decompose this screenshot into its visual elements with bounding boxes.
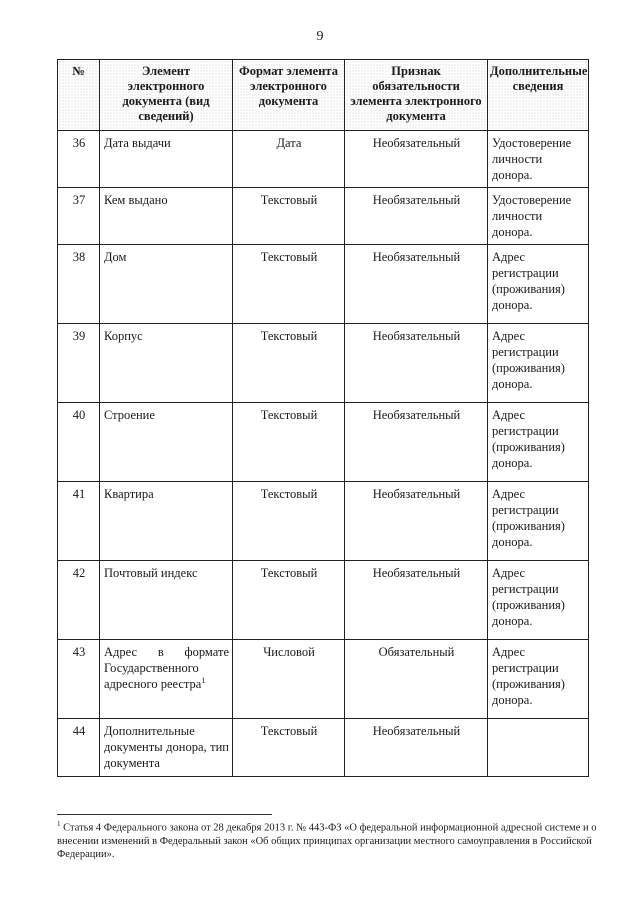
document-elements-table xyxy=(57,59,589,777)
header-number: № xyxy=(58,60,100,131)
row-number: 36 xyxy=(58,131,100,188)
element-name: Дата выдачи xyxy=(100,131,233,188)
element-name: Квартира xyxy=(100,482,233,561)
required-flag: Обязательный xyxy=(345,640,488,719)
additional-info: Адрес регистрации (проживания) донора. xyxy=(488,561,589,640)
row-number: 44 xyxy=(58,719,100,777)
table-row xyxy=(58,403,589,482)
row-number: 41 xyxy=(58,482,100,561)
required-flag: Необязательный xyxy=(345,188,488,245)
footnote-text: Статья 4 Федерального закона от 28 декабря 2013 г. № 443-ФЗ «О федеральной информационной адресной системе и о внесении изменений в Федеральный закон «Об общих принципах организации местного самоуправления в Российской Федерации». xyxy=(57,822,597,860)
element-name-text: Адрес в формате Государственного адресного реестра xyxy=(104,645,229,691)
additional-info xyxy=(488,719,589,777)
element-format: Текстовый xyxy=(233,482,345,561)
element-format: Дата xyxy=(233,131,345,188)
row-number: 38 xyxy=(58,245,100,324)
additional-info: Адрес регистрации (проживания) донора. xyxy=(488,640,589,719)
element-format: Текстовый xyxy=(233,324,345,403)
additional-info: Адрес регистрации (проживания) донора. xyxy=(488,482,589,561)
element-format: Числовой xyxy=(233,640,345,719)
additional-info: Удостоверение личности донора. xyxy=(488,188,589,245)
table-row xyxy=(58,640,589,719)
required-flag: Необязательный xyxy=(345,561,488,640)
additional-info: Адрес регистрации (проживания) донора. xyxy=(488,324,589,403)
additional-info: Адрес регистрации (проживания) донора. xyxy=(488,245,589,324)
element-format: Текстовый xyxy=(233,403,345,482)
element-format: Текстовый xyxy=(233,719,345,777)
required-flag: Необязательный xyxy=(345,403,488,482)
element-format: Текстовый xyxy=(233,245,345,324)
required-flag: Необязательный xyxy=(345,324,488,403)
element-format: Текстовый xyxy=(233,561,345,640)
row-number: 43 xyxy=(58,640,100,719)
footnote-reference: 1 xyxy=(201,675,206,685)
element-name: Кем выдано xyxy=(100,188,233,245)
table-header-row xyxy=(58,60,589,131)
table-row xyxy=(58,131,589,188)
table-row xyxy=(58,561,589,640)
required-flag: Необязательный xyxy=(345,719,488,777)
table-row xyxy=(58,188,589,245)
element-name: Почтовый индекс xyxy=(100,561,233,640)
required-flag: Необязательный xyxy=(345,482,488,561)
element-name: Дом xyxy=(100,245,233,324)
element-name: Дополнительные документы донора, тип документа xyxy=(100,719,233,777)
required-flag: Необязательный xyxy=(345,131,488,188)
header-element-name: Элемент электронного документа (вид сведений) xyxy=(100,60,233,131)
footnote xyxy=(57,818,597,861)
row-number: 40 xyxy=(58,403,100,482)
footnote-divider xyxy=(57,814,272,815)
element-name: Строение xyxy=(100,403,233,482)
header-additional-info: Дополнительные сведения xyxy=(488,60,589,131)
table-row xyxy=(58,324,589,403)
header-required-flag: Признак обязательности элемента электронного документа xyxy=(345,60,488,131)
element-format: Текстовый xyxy=(233,188,345,245)
element-name: Корпус xyxy=(100,324,233,403)
row-number: 37 xyxy=(58,188,100,245)
header-element-format: Формат элемента электронного документа xyxy=(233,60,345,131)
element-name xyxy=(100,640,233,719)
footnote-marker: 1 xyxy=(57,820,61,828)
row-number: 42 xyxy=(58,561,100,640)
table-row xyxy=(58,719,589,777)
row-number: 39 xyxy=(58,324,100,403)
additional-info: Адрес регистрации (проживания) донора. xyxy=(488,403,589,482)
table-row xyxy=(58,482,589,561)
page-number: 9 xyxy=(316,29,324,44)
additional-info: Удостоверение личности донора. xyxy=(488,131,589,188)
required-flag: Необязательный xyxy=(345,245,488,324)
table-row xyxy=(58,245,589,324)
